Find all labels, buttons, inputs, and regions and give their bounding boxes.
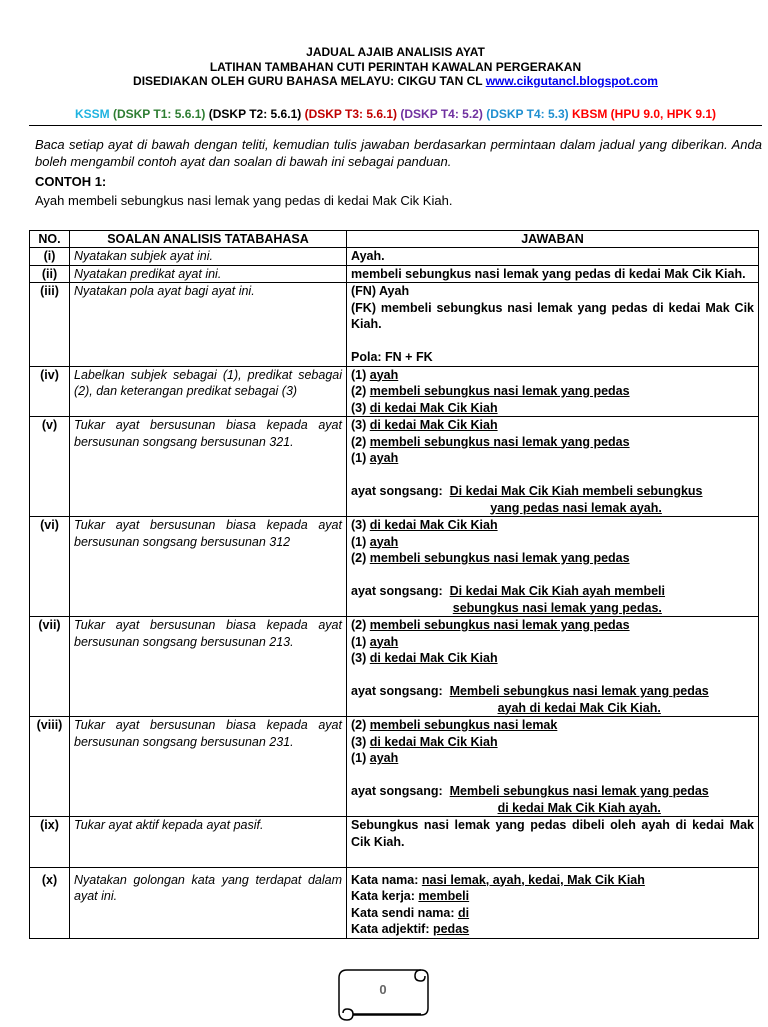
answer-cell [347, 283, 759, 367]
row-number: (viii) [30, 717, 70, 817]
document-header [29, 45, 762, 89]
answer-line: (3) di kedai Mak Cik Kiah [351, 651, 498, 665]
answer-pola: Pola: FN + FK [351, 350, 433, 364]
inverted-sentence: ayat songsang: Di kedai Mak Cik Kiah membeli sebungkus yang pedas nasi lemak ayah. [351, 484, 703, 515]
word-class-adjective: Kata adjektif: pedas [351, 922, 470, 936]
answer-line: (2) membeli sebungkus nasi lemak yang pedas [351, 551, 630, 565]
answer-cell [347, 417, 759, 517]
question-text: Nyatakan predikat ayat ini. [70, 265, 347, 283]
example-label: CONTOH 1: [35, 173, 107, 189]
answer-line: (3) di kedai Mak Cik Kiah [351, 518, 498, 532]
table-header-row [30, 230, 759, 248]
question-text: Labelkan subjek sebagai (1), predikat sebagai (2), dan keterangan predikat sebagai (3) [70, 366, 347, 417]
answer-text: Ayah. [347, 248, 759, 266]
page-number-scroll [333, 960, 433, 1022]
row-number: (ii) [30, 265, 70, 283]
header-answer: JAWABAN [347, 230, 759, 248]
table-row [30, 617, 759, 717]
row-number: (iv) [30, 366, 70, 417]
table-row [30, 417, 759, 517]
table-row [30, 366, 759, 417]
dskp-t1: (DSKP T1: 5.6.1) [112, 106, 209, 121]
answer-fk: (FK) membeli sebungkus nasi lemak yang pedas di kedai Mak Cik Kiah. [351, 300, 754, 331]
answer-cell [347, 517, 759, 617]
answer-fn: (FN) Ayah [351, 284, 410, 298]
worksheet-page [29, 0, 762, 939]
question-text: Tukar ayat aktif kepada ayat pasif. [70, 817, 347, 868]
answer-text: Sebungkus nasi lemak yang pedas dibeli oleh ayah di kedai Mak Cik Kiah. [347, 817, 759, 868]
header-title: JADUAL AJAIB ANALISIS AYAT [306, 45, 485, 59]
dskp-t4-53: (DSKP T4: 5.3) [486, 106, 573, 121]
answer-line: (3) di kedai Mak Cik Kiah [351, 400, 498, 415]
row-number: (ix) [30, 817, 70, 868]
inverted-sentence: ayat songsang: Membeli sebungkus nasi lemak yang pedas ayah di kedai Mak Cik Kiah. [351, 684, 709, 715]
answer-line: (2) membeli sebungkus nasi lemak yang pedas [351, 618, 630, 632]
table-row [30, 265, 759, 283]
dskp-t3: (DSKP T3: 5.6.1) [304, 106, 401, 121]
dskp-kssm: KSSM [74, 106, 113, 121]
answer-cell [347, 366, 759, 417]
page-number: 0 [379, 982, 387, 997]
answer-cell [347, 617, 759, 717]
instructions: Baca setiap ayat di bawah dengan teliti, kemudian tulis jawaban berdasarkan permintaan dalam jadual yang diberikan. Anda boleh mengambil contoh ayat dan soalan di bawah ini sebagai panduan. [35, 136, 762, 169]
header-question: SOALAN ANALISIS TATABAHASA [70, 230, 347, 248]
table-row [30, 248, 759, 266]
word-class-noun: Kata nama: nasi lemak, ayah, kedai, Mak Cik Kiah [351, 872, 645, 887]
header-author-text: DISEDIAKAN OLEH GURU BAHASA MELAYU: CIKGU TAN CL [133, 74, 486, 88]
dskp-t2: (DSKP T2: 5.6.1) [208, 106, 305, 121]
question-text: Nyatakan pola ayat bagi ayat ini. [70, 283, 347, 367]
word-class-verb: Kata kerja: membeli [351, 889, 470, 903]
word-class-preposition: Kata sendi nama: di [351, 905, 470, 920]
answer-line: (2) membeli sebungkus nasi lemak yang pedas [351, 434, 630, 449]
row-number: (vii) [30, 617, 70, 717]
answer-line: (1) ayah [351, 534, 399, 549]
answer-cell [347, 867, 759, 938]
dskp-t4-52: (DSKP T4: 5.2) [400, 106, 487, 121]
question-text: Nyatakan golongan kata yang terdapat dalam ayat ini. [70, 867, 347, 938]
inverted-sentence: ayat songsang: Di kedai Mak Cik Kiah ayah membeli sebungkus nasi lemak yang pedas. [351, 584, 666, 615]
example-sentence: Ayah membeli sebungkus nasi lemak yang pedas di kedai Mak Cik Kiah. [35, 192, 453, 208]
question-text: Tukar ayat bersusunan biasa kepada ayat bersusunan songsang bersusunan 231. [70, 717, 347, 817]
inverted-sentence: ayat songsang: Membeli sebungkus nasi lemak yang pedas di kedai Mak Cik Kiah ayah. [351, 784, 709, 815]
answer-cell [347, 717, 759, 817]
question-text: Nyatakan subjek ayat ini. [70, 248, 347, 266]
row-number: (x) [30, 867, 70, 938]
table-row [30, 867, 759, 938]
answer-line: (2) membeli sebungkus nasi lemak yang pedas [351, 384, 630, 398]
header-no: NO. [30, 230, 70, 248]
row-number: (v) [30, 417, 70, 517]
question-text: Tukar ayat bersusunan biasa kepada ayat bersusunan songsang bersusunan 321. [70, 417, 347, 517]
analysis-table [29, 230, 759, 939]
question-text: Tukar ayat bersusunan biasa kepada ayat bersusunan songsang bersusunan 213. [70, 617, 347, 717]
header-subtitle: LATIHAN TAMBAHAN CUTI PERINTAH KAWALAN PERGERAKAN [209, 59, 582, 74]
table-row [30, 817, 759, 868]
blog-link[interactable]: www.cikgutancl.blogspot.com [485, 74, 658, 88]
answer-line: (1) ayah [351, 751, 399, 765]
row-number: (i) [30, 248, 70, 266]
answer-line: (2) membeli sebungkus nasi lemak [351, 718, 558, 732]
header-divider [29, 125, 762, 126]
answer-line: (1) ayah [351, 451, 399, 465]
dskp-kbsm: KBSM (HPU 9.0, HPK 9.1) [572, 106, 717, 121]
answer-line: (3) di kedai Mak Cik Kiah [351, 418, 498, 432]
question-text: Tukar ayat bersusunan biasa kepada ayat bersusunan songsang bersusunan 312 [70, 517, 347, 617]
answer-line: (3) di kedai Mak Cik Kiah [351, 734, 498, 749]
answer-line: (1) ayah [351, 634, 399, 649]
table-row [30, 283, 759, 367]
dskp-standards-line [29, 107, 762, 121]
row-number: (vi) [30, 517, 70, 617]
row-number: (iii) [30, 283, 70, 367]
answer-text: membeli sebungkus nasi lemak yang pedas di kedai Mak Cik Kiah. [347, 265, 759, 283]
table-row [30, 517, 759, 617]
table-row [30, 717, 759, 817]
answer-line: (1) ayah [351, 367, 399, 382]
header-author [29, 74, 762, 89]
